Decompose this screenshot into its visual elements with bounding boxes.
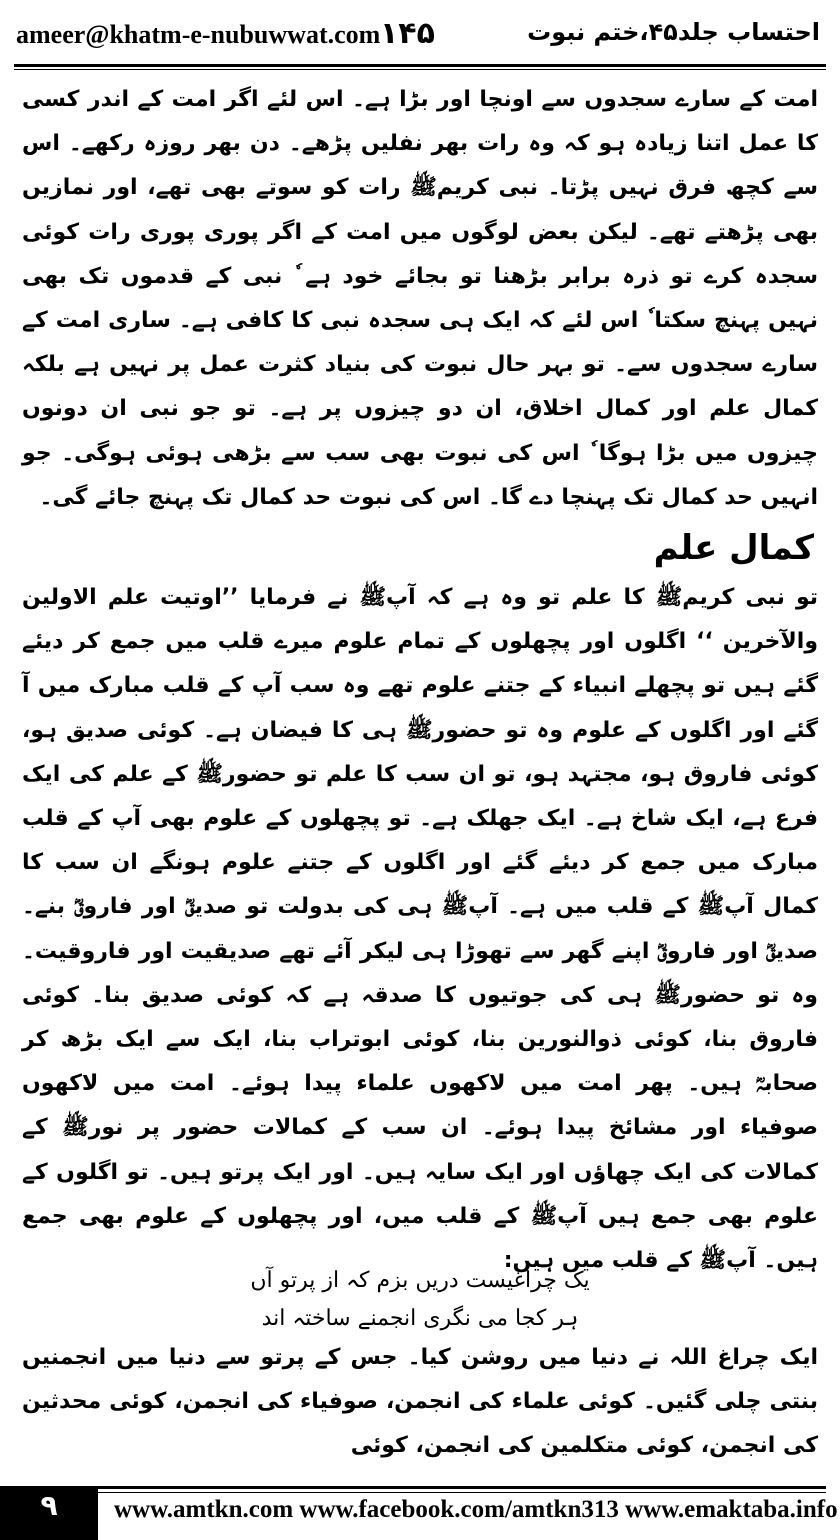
paragraph-2: تو نبی کریمﷺ کا علم تو وہ ہے کہ آپﷺ نے فرمایا ’’اوتیت علم الاولین والآخرین ‘‘ اگلوں اور پچھلوں کے تمام علوم میرے قلب میں جمع کر دیئے گئے ہیں تو پچھلے انبیاء کے جتنے علوم تھے وہ سب آپ کے قلب مبارک میں آ گئے اور اگلوں کے علوم وہ تو حضورﷺ ہی کا فیضان ہے۔ کوئی صدیق ہو، کوئی فاروق ہو، مجتہد ہو، تو ان سب کا علم تو حضورﷺ کے علم کی ایک فرع ہے، ایک شاخ ہے۔ ایک جھلک ہے۔ تو پچھلوں کے علوم بھی آپ کے قلب مبارک میں جمع کر دیئے گئے اور اگلوں کے جتنے علوم ہونگے ان سب کا کمال آپﷺ کے قلب میں ہے۔ آپﷺ ہی کی بدولت تو صدیقؓ اور فاروقؓ بنے۔ صدیقؓ اور فاروقؓ اپنے گھر سے تھوڑا ہی لیکر آئے تھے صدیقیت اور فاروقیت۔ وہ تو حضورﷺ ہی کی جوتیوں کا صدقہ ہے کہ کوئی صدیق بنا۔ کوئی فاروق بنا، کوئی ذوالنورین بنا، کوئی ابوتراب بنا، ایک سے ایک بڑھ کر صحابہؓ ہیں۔ پھر امت میں لاکھوں علماء پیدا ہوئے۔ امت میں لاکھوں صوفیاء اور مشائخ پیدا ہوئے۔ ان سب کے کمالات حضور پر نورﷺ کے کمالات کی ایک چھاؤں اور ایک سایہ ہیں۔ اور ایک پرتو ہیں۔ تو اگلوں کے علوم بھی جمع ہیں آپﷺ کے قلب میں، اور پچھلوں کے علوم بھی جمع ہیں۔ آپﷺ کے قلب میں ہیں:: [22, 585, 818, 1274]
header-rule-thick: [14, 64, 826, 67]
main-body: [22, 78, 818, 1283]
closing-text: [22, 1336, 818, 1468]
footer-rule-thin: [98, 1492, 826, 1493]
page-header: [0, 0, 840, 74]
couplet-line-2: ہر کجا می نگری انجمنے ساختہ اند: [261, 1306, 579, 1331]
page-footer: [0, 1478, 840, 1540]
paragraph-1: امت کے سارے سجدوں سے اونچا اور بڑا ہے۔ اس لئے اگر امت کے اندر کسی کا عمل اتنا زیادہ ہو کہ وہ رات بھر نفلیں پڑھے۔ دن بھر روزہ رکھے۔ اس سے کچھ فرق نہیں پڑتا۔ نبی کریمﷺ رات کو سوتے بھی تھے، اور نمازیں بھی پڑھتے تھے۔ لیکن بعض لوگوں میں امت کے اگر پوری پوری رات کوئی سجدہ کرے تو ذرہ برابر بڑھنا تو بجائے خود ہے ٗ نبی کے قدموں تک بھی نہیں پہنچ سکتا ٗ اس لئے کہ ایک ہی سجدہ نبی کا کافی ہے۔ ساری امت کے سارے سجدوں سے۔ تو بہر حال نبوت کی بنیاد کثرت عمل پر نہیں ہے بلکہ کمال علم اور کمال اخلاق، ان دو چیزوں پر ہے۔ تو جو نبی ان دونوں چیزوں میں بڑا ہوگا ٗ اس کی نبوت بھی سب سے بڑھی ہوئی ہوگی۔ جو انہیں حد کمال تک پہنچا دے گا۔ اس کی نبوت حد کمال تک پہنچ جائے گی۔: [22, 87, 818, 510]
header-title: احتساب جلد۴۵،ختم نبوت: [527, 18, 820, 46]
header-email: ameer@khatm-e-nubuwwat.com: [16, 20, 381, 49]
footer-page-index: ۹: [0, 1486, 98, 1540]
section-heading: کمال علم: [653, 528, 814, 569]
couplet-line-1: یک چراغیست دریں بزم کہ از پرتو آں: [250, 1268, 590, 1293]
persian-couplet: [150, 1262, 690, 1338]
paragraph-3: ایک چراغ اللہ نے دنیا میں روشن کیا۔ جس کے پرتو سے دنیا میں انجمنیں بنتی چلی گئیں۔ کوئی علماء کی انجمن، صوفیاء کی انجمن، کوئی محدثین کی انجمن، کوئی متکلمین کی انجمن، کوئی: [22, 1345, 818, 1458]
header-page-number: ۱۴۵: [380, 16, 435, 51]
footer-rule-thick: [98, 1486, 826, 1489]
header-rule-thin: [14, 69, 826, 70]
footer-links: www.amtkn.com www.facebook.com/amtkn313 www.emaktaba.info: [114, 1496, 838, 1523]
